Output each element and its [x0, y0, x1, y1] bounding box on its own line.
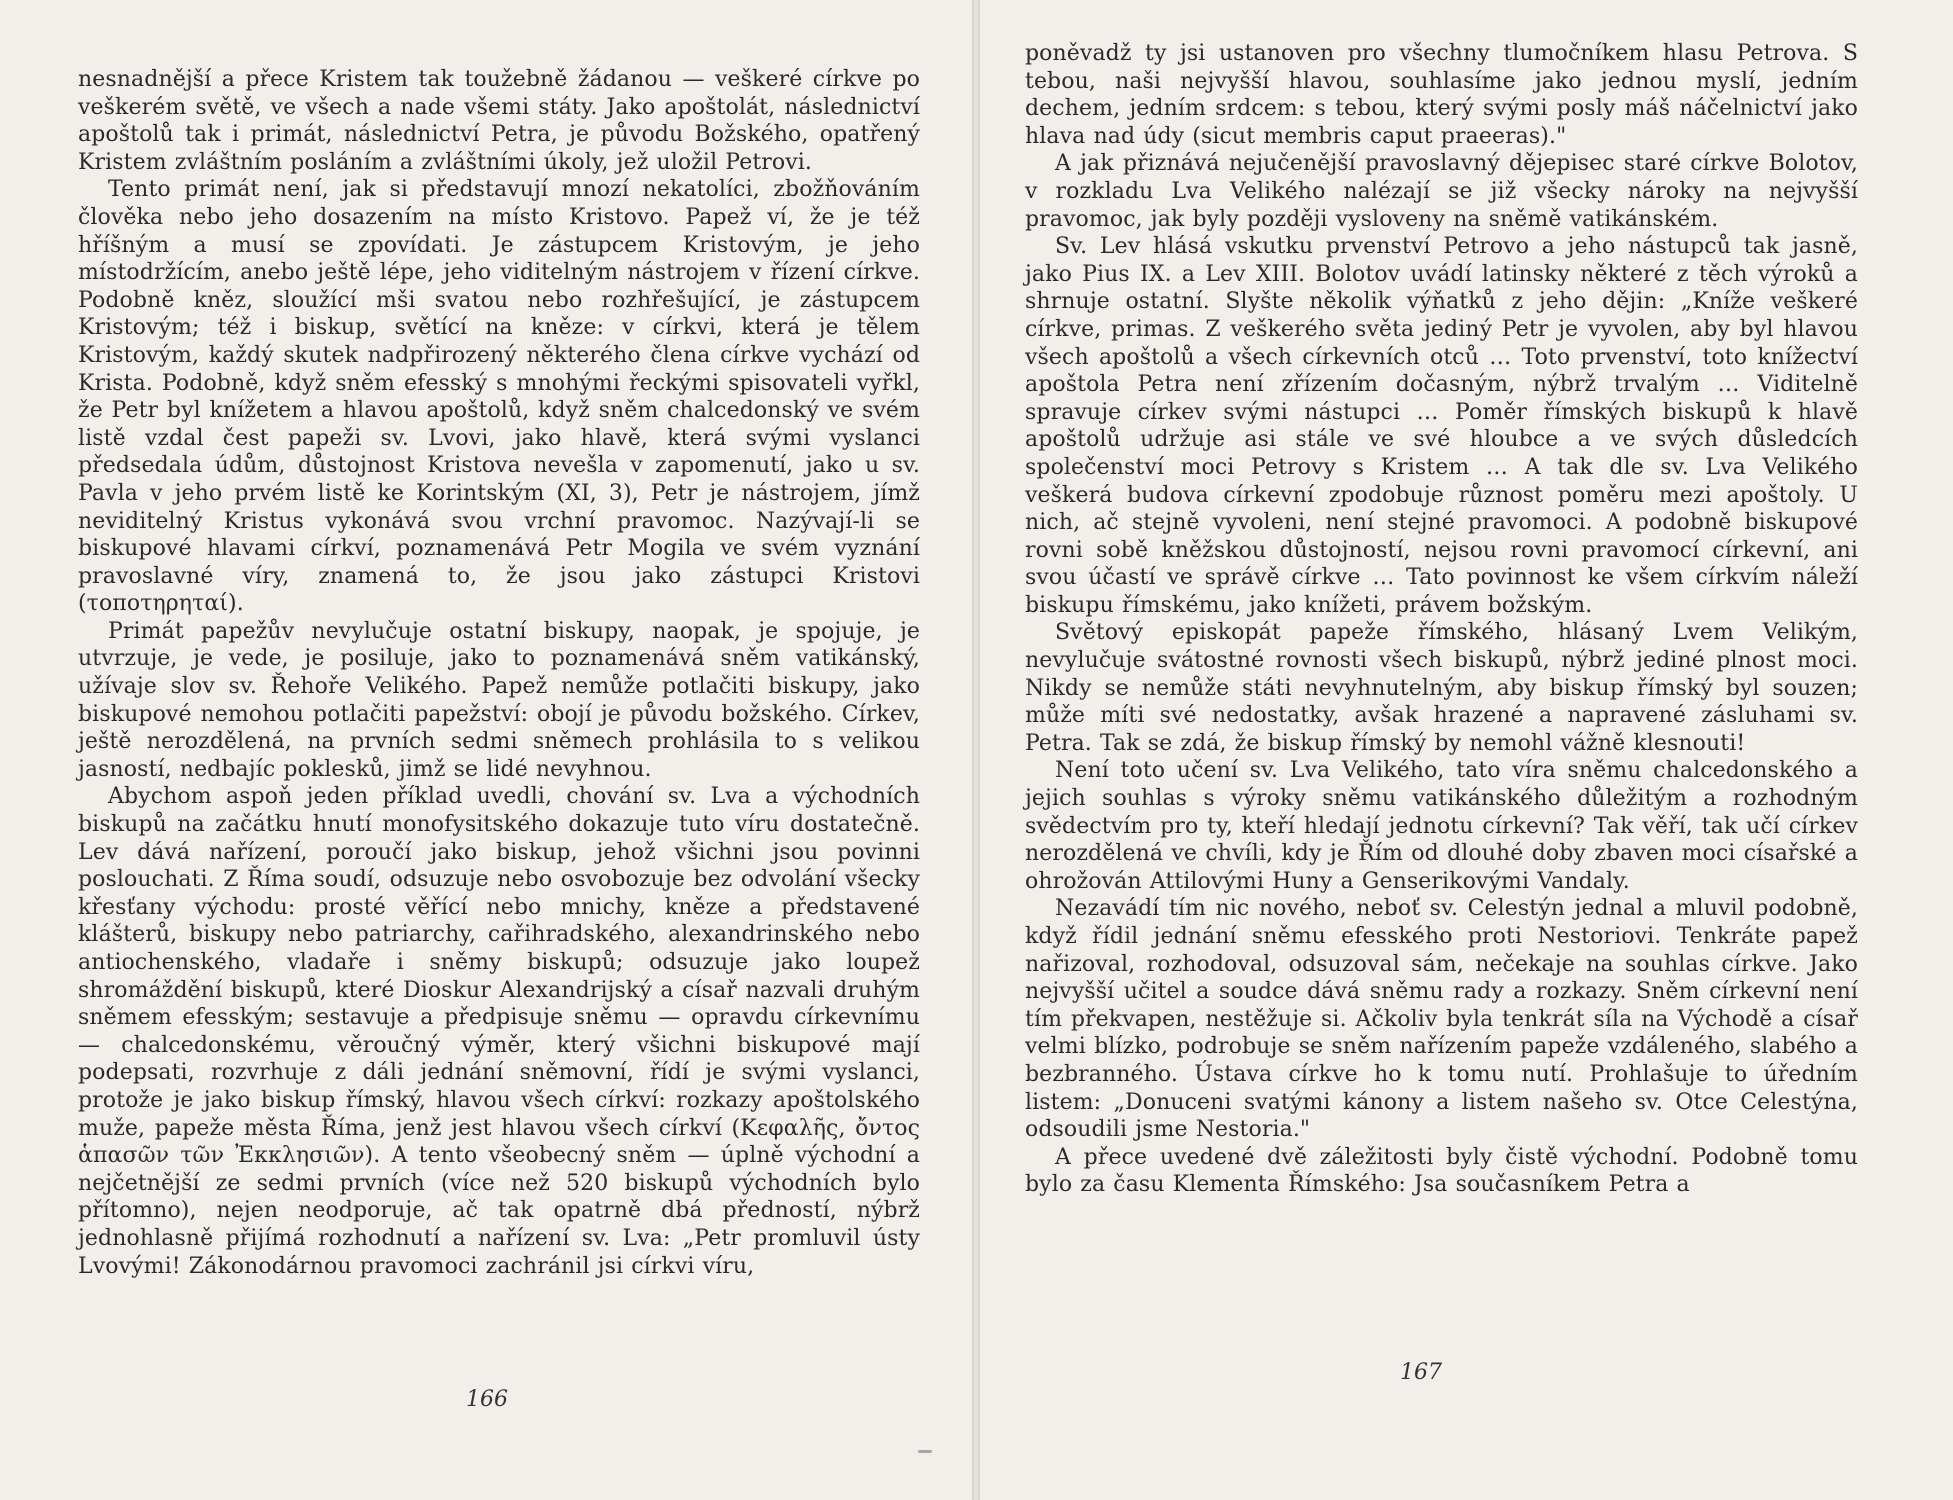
book-gutter	[972, 0, 980, 1500]
paragraph: Tento primát není, jak si představují mnozí nekatolíci, zbožňováním člověka nebo jeho dosazením na místo Kristovo. Papež ví, že je též hříšným a musí se zpovídati. Je zástupcem Kristovým, je jeho místodržícím, anebo ještě lépe, jeho viditelným nástrojem v řízení církve. Podobně kněz, sloužící mši svatou nebo rozhřešující, je zástupcem Kristovým; též i biskup, světící na kněze: v církvi, která je tělem Kristovým, každý skutek nadpřirozený některého člena církve vychází od Krista. Podobně, když sněm efesský s mnohými řeckými spisovateli vyřkl, že Petr byl knížetem a hlavou apoštolů, když sněm chalcedonský ve svém listě vzdal čest papeži sv. Lvovi, jako hlavě, která svými vyslanci předsedala údům, důstojnost Kristova nevešla v zapomenutí, jako u sv. Pavla v jeho prvém listě ke Korintským (XI, 3), Petr je nástrojem, jímž neviditelný Kristus vykonává svou vrchní pravomoc. Nazývají-li se biskupové hlavami církví, poznamenává Petr Mogila ve svém vyznání pravoslavné víry, znamená to, že jsou jako zástupci Kristovi (τοποτηρηταί).	[78, 177, 920, 617]
paragraph: Světový episkopát papeže římského, hlásaný Lvem Velikým, nevylučuje svátostné rovnosti všech biskupů, nýbrž jediné plnost moci. Nikdy se nemůže státi nevyhnutelným, aby biskup římský byl souzen; může míti své nedostatky, avšak hrazené a napravené zásluhami sv. Petra. Tak se zdá, že biskup římský by nemohl vážně klesnouti!	[1025, 620, 1858, 756]
paragraph: nesnadnější a přece Kristem tak toužebně žádanou — veškeré církve po veškerém světě, ve všech a nade všemi státy. Jako apoštolát, následnictví apoštolů tak i primát, následnictví Petra, je původu Božského, opatřený Kristem zvláštním posláním a zvláštními úkoly, jež uložil Petrovi.	[78, 67, 920, 175]
paragraph: Primát papežův nevylučuje ostatní biskupy, naopak, je spojuje, je utvrzuje, je vede, je posiluje, jako to poznamenává sněm vatikánský, užívaje slov sv. Řehoře Velikého. Papež nemůže potlačiti biskupy, jako biskupové nemohou potlačiti papežství: obojí je původu božského. Církev, ještě nerozdělená, na prvních sedmi sněmech prohlásila to s velikou jasností, nedbajíc poklesků, jimž se lidé nevyhnou.	[78, 618, 920, 782]
page-number-right: 167	[1400, 1360, 1442, 1385]
page-number-left: 166	[466, 1387, 508, 1412]
paragraph: Sv. Lev hlásá vskutku prvenství Petrovo a jeho nástupců tak jasně, jako Pius IX. a Lev XIII. Bolotov uvádí latinsky některé z těch výroků a shrnuje ostatní. Slyšte několik výňatků z jeho dějin: „Kníže veškeré církve, primas. Z veškerého světa jediný Petr je vyvolen, aby byl hlavou všech apoštolů a všech církevních otců … Toto prvenství, toto knížectví apoštola Petra není zřízením dočasným, nýbrž trvalým … Viditelně spravuje církev svými nástupci … Poměr římských biskupů k hlavě apoštolů udržuje asi stále ve své hloubce a ve svých důsledcích společenství moci Petrovy s Kristem … A tak dle sv. Lva Velikého veškerá budova církevní zpodobuje různost poměru mezi apoštoly. U nich, ač stejně vyvoleni, není stejné pravomoci. A podobně biskupové rovni sobě kněžskou důstojností, nejsou rovni pravomocí církevní, ani svou účastí ve správě církve … Tato povinnost ke všem církvím náleží biskupu římskému, jako knížeti, právem božským.	[1025, 234, 1858, 618]
paragraph: A jak přiznává nejučenější pravoslavný dějepisec staré církve Bolotov, v rozkladu Lva Velikého nalézají se již všecky nároky na nejvyšší pravomoc, jak byly později vysloveny na sněmě vatikánském.	[1025, 151, 1858, 232]
paragraph: Nezavádí tím nic nového, neboť sv. Celestýn jednal a mluvil podobně, když řídil jednání sněmu efesského proti Nestoriovi. Tenkráte papež nařizoval, rozhodoval, odsuzoval sám, nečekaje na souhlas církve. Jako nejvyšší učitel a soudce dává sněmu rady a rozkazy. Sněm církevní není tím překvapen, nestěžuje si. Ačkoliv byla tenkrát síla na Východě a císař velmi blízko, podrobuje se sněm nařízením papeže vzdáleného, slabého a bezbranného. Ústava církve ho k tomu nutí. Prohlašuje to úředním listem: „Donuceni svatými kánony a listem našeho sv. Otce Celestýna, odsoudili jsme Nestoria."	[1025, 896, 1858, 1143]
ink-smudge	[918, 1450, 932, 1453]
right-page	[975, 0, 1953, 1500]
paragraph: Abychom aspoň jeden příklad uvedli, chování sv. Lva a východních biskupů na začátku hnutí monofysitského dokazuje tuto víru dostatečně. Lev dává nařízení, poroučí jako biskup, jehož všichni jsou povinni poslouchati. Z Říma soudí, odsuzuje nebo osvobozuje bez odvolání všecky křesťany východu: prosté věřící nebo mnichy, kněze a představené klášterů, biskupy nebo patriarchy, cařihradského, alexandrinského nebo antiochenského, vladaře i sněmy biskupů; odsuzuje jako loupež shromáždění biskupů, které Dioskur Alexandrijský a císař nazvali druhým sněmem efesským; sestavuje a předpisuje sněmu — opravdu církevnímu — chalcedonskému, věroučný výměr, který všichni biskupové mají podepsati, rozvrhuje z dáli jednání sněmovní, řídí je svými vyslanci, protože je jako biskup římský, hlavou všech církví: rozkazy apoštolského muže, papeže města Říma, jenž jest hlavou všech církví (Κεφαλῆς, ὄντος ἁπασῶν τῶν Ἐκκλησιῶν). A tento všeobecný sněm — úplně východní a nejčetnější ze sedmi prvních (více než 520 biskupů východních bylo přítomno), nejen neodporuje, ač tak opatrně dbá předností, nýbrž jednohlasně přijímá rozhodnutí a nařízení sv. Lva: „Petr promluvil ústy Lvovými! Zákonodárnou pravomoci zachránil jsi církvi víru,	[78, 784, 920, 1279]
paragraph: A přece uvedené dvě záležitosti byly čistě východní. Podobně tomu bylo za času Klementa Římského: Jsa současníkem Petra a	[1025, 1144, 1858, 1198]
left-page	[0, 0, 975, 1500]
paragraph: Není toto učení sv. Lva Velikého, tato víra sněmu chalcedonského a jejich souhlas s výroky sněmu vatikánského důležitým a rozhodným svědectvím pro ty, kteří hledají jednotu církevní? Tak věří, tak učí církev nerozdělená ve chvíli, kdy je Řím od dlouhé doby zbaven moci císařské a ohrožován Attilovými Huny a Genserikovými Vandaly.	[1025, 758, 1858, 894]
paragraph: poněvadž ty jsi ustanoven pro všechny tlumočníkem hlasu Petrova. S tebou, naši nejvyšší hlavou, souhlasíme jako jednou myslí, jedním dechem, jedním srdcem: s tebou, který svými posly máš náčelnictví jako hlava nad údy (sicut membris caput praeeras)."	[1025, 41, 1858, 149]
